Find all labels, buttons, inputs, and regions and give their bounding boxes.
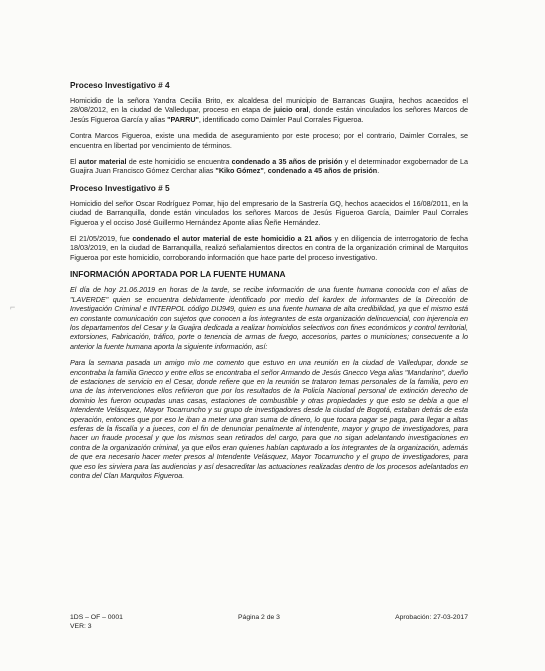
page-content: [70, 80, 468, 487]
margin-mark: ⌐: [10, 302, 16, 312]
bold-run: "PARRU": [167, 114, 199, 124]
bold-run: juicio oral: [273, 105, 309, 115]
bold-run: condenado el autor material de este homicidio a 21 años: [132, 234, 332, 244]
text-run: Homicidio de la señora Yandra Cecilia Brito, ex alcaldesa del municipio de Barrancas Guajira, hechos acaecidos el 28/08/2012, en la ciudad de Valledupar, proceso en etapa de: [70, 96, 468, 115]
informacion-paragraph-1: El día de hoy 21.06.2019 en horas de la tarde, se recibe información de una fuente humana conocida con el alias de "LAVERDE" quien se encuentra debidamente identificado por medio del kardex de informantes de la Dirección de Investigación Criminal e INTERPOL código DIJ949, quien es una fuente humana de alta credibilidad, ya que el mismo está en constante comunicación con sujetos que conocen a los integrantes de esta organización delincuencial, con injerencia en los departamentos del Cesar y la Guajira dedicada a realizar homicidios selectivos con fines económicos y control territorial, extorsiones, Fabricación, tráfico, porte o tenencia de armas de fuego, accesorios, partes o municiones; consecuente a lo anterior la fuente humana aporta la siguiente información, así:: [70, 285, 468, 351]
bold-run: "Kiko Gómez": [215, 166, 264, 176]
proceso-5-paragraph-2: [70, 234, 468, 262]
section-title-proceso-4: Proceso Investigativo # 4: [70, 80, 170, 90]
proceso-4-paragraph-3: [70, 157, 468, 176]
proceso-4-paragraph-2: Contra Marcos Figueroa, existe una medida de aseguramiento por este proceso; por el contrario, Daimler Corrales, se encuentra en libertad por vencimiento de términos.: [70, 131, 468, 150]
footer-document-code: [70, 614, 123, 631]
proceso-5-paragraph-1: Homicidio del señor Oscar Rodríguez Pomar, hijo del empresario de la Sastrería GQ, hechos acaecidos el 16/08/2011, en la ciudad de Barranquilla, donde están vinculados los señores Marcos de Jesús Figueroa García, Daimler Paul Corrales Figueroa y el occiso José Guillermo Hernández Aponte alias Ñeñe Hernández.: [70, 198, 468, 227]
bold-run: condenado a 45 años de prisión: [267, 166, 378, 176]
text-run: El 21/05/2019, fue: [70, 234, 133, 244]
text-run: .: [377, 166, 380, 176]
bold-run: condenado a 35 años de prisión: [231, 157, 343, 167]
document-version: VER: 3: [70, 622, 92, 630]
section-title-proceso-5: Proceso Investigativo # 5: [70, 182, 170, 193]
text-run: y el determinador exgobernador de La Guajira Juan Francisco Gómez Cerchar alias: [70, 157, 468, 176]
text-run: y en diligencia de interrogatorio de fecha 18/03/2019, en la ciudad de Barranquilla, realizó señalamientos directos en contra de la organización criminal de Marquitos Figueroa por este homicidio, corroborando información que hace parte del proceso investigativo.: [70, 234, 468, 262]
page-number: Página 2 de 3: [238, 614, 280, 621]
document-code: 1DS – OF – 0001: [70, 614, 123, 621]
informacion-paragraph-2: Para la semana pasada un amigo mío me comento que estuvo en una reunión en la ciudad de Valledupar, donde se encontraba la familia Gnecco y entre ellos se encontraba el señor Armando de Jesús Gnecco Vega alias "Mandarino", dueño de estaciones de servicio en el Cesar, donde refiere que en la reunión se trataron temas personales de la familia, pero en una de las intervenciones ellos refirieron que por los resultados de la Policía Nacional personal de extinción derecho de dominio les fueron ocupadas unas casas, estaciones de combustible y otras propiedades y que esto se debía a que el Intendente Velásquez, Mayor Tocarruncho y su grupo de investigadores desde la ciudad de Bogotá, estaban detrás de esta operación, entonces que por eso le iban a meter una gran suma de dinero, lo que tocara pagar se paga, para llegar a altas esferas de la fiscalía y a jueces, con el fin de denunciar penalmente al intendente, mayor y grupo de investigadores, para hacer un fraude procesal y que los mismos sean retirados del cargo, para que no sigan adelantando investigaciones en contra de la organización criminal, ya que ellos eran quienes habían capturado a los integrantes de la organización, además de que era necesario hacer meter presos al Intendente Velásquez, Mayor Tocarruncho y el grupo de investigadores, para que eso les sirviera para las audiencias y así desacreditar las actuaciones realizadas dentro de los procesos adelantados en contra del Clan Marquitos Figueroa.: [70, 358, 468, 480]
section-title-informacion: INFORMACIÓN APORTADA POR LA FUENTE HUMANA: [70, 269, 286, 280]
proceso-4-paragraph-1: [70, 96, 468, 124]
text-run: de este homicidio se encuentra: [126, 157, 232, 167]
bold-run: autor material: [78, 157, 127, 167]
approval-date: Aprobación: 27-03-2017: [395, 614, 468, 621]
text-run: ,: [263, 166, 268, 176]
text-run: , donde están vinculados los señores Marcos de Jesús Figueroa García y alias: [70, 105, 469, 124]
text-run: , identificado como Daimler Paul Corrales Figueroa.: [198, 114, 364, 124]
text-run: El: [70, 157, 79, 167]
